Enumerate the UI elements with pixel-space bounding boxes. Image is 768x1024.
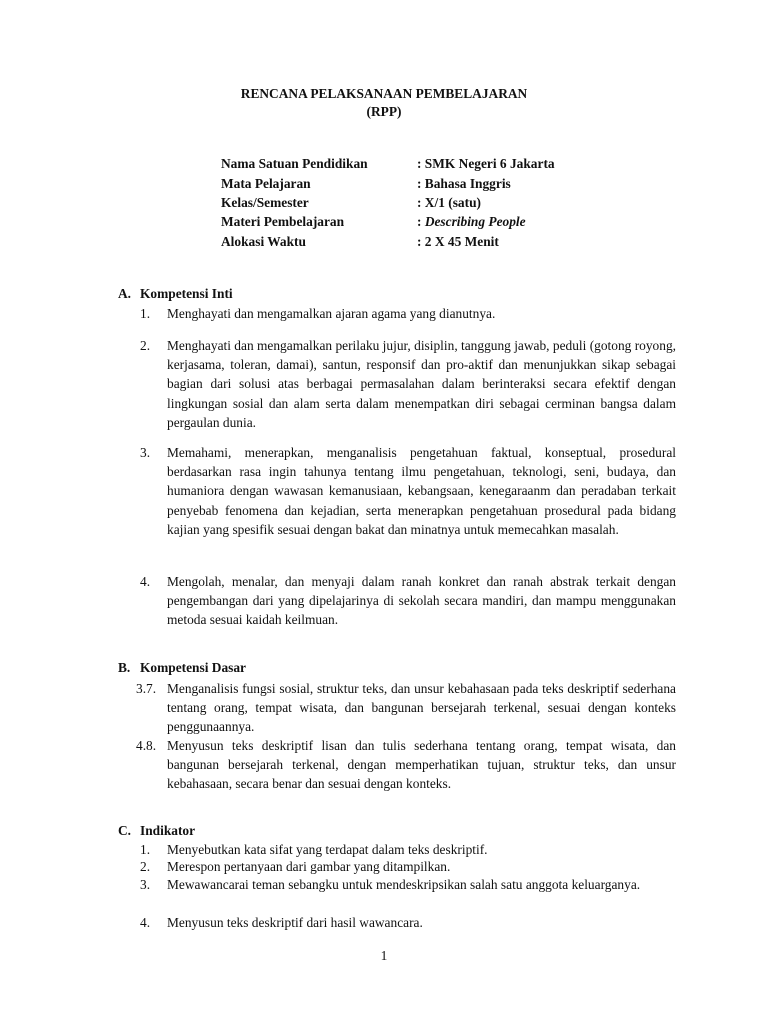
- list-item: [140, 913, 676, 932]
- section-heading-indikator: [118, 823, 195, 839]
- list-item: [140, 304, 676, 323]
- identity-label: Kelas/Semester: [221, 195, 309, 210]
- identity-label: Materi Pembelajaran: [221, 214, 345, 229]
- list-item-number: 1.: [140, 842, 151, 857]
- section-title: Kompetensi Dasar: [140, 660, 247, 675]
- list-item-text: Mewawancarai teman sebangku untuk mendeskripsikan salah satu anggota keluarganya.: [167, 877, 641, 892]
- section-heading-kompetensi-inti: [118, 286, 233, 302]
- identity-value: [417, 214, 526, 230]
- list-item-number: 4.: [140, 574, 151, 589]
- list-item: [140, 336, 676, 432]
- list-item: [140, 572, 676, 630]
- identity-label: Nama Satuan Pendidikan: [221, 156, 368, 171]
- identity-value: : X/1 (satu): [417, 195, 481, 210]
- list-item-number: 1.: [140, 306, 151, 321]
- section-title: Indikator: [140, 823, 196, 838]
- page-number: 1: [380, 948, 388, 963]
- list-item-number: 2.: [140, 338, 151, 353]
- identity-label: Alokasi Waktu: [221, 234, 306, 249]
- list-item-text: Merespon pertanyaan dari gambar yang ditampilkan.: [167, 859, 451, 874]
- section-letter: A.: [118, 286, 132, 301]
- list-item-text: Menyusun teks deskriptif lisan dan tulis sederhana tentang orang, tempat wisata, dan bangunan bersejarah terkenal, dengan memperhatikan tujuan, struktur teks, dan unsur kebahasaan, secara benar dan sesuai dengan konteks.: [167, 738, 676, 792]
- identity-value: : Bahasa Inggris: [417, 176, 511, 191]
- list-item: [136, 736, 676, 794]
- list-item-number: 3.: [140, 877, 151, 892]
- list-item: [140, 857, 676, 876]
- section-letter: B.: [118, 660, 131, 675]
- section-title: Kompetensi Inti: [140, 286, 233, 301]
- list-item-number: 3.7.: [136, 681, 157, 696]
- section-heading-kompetensi-dasar: [118, 660, 246, 676]
- list-item: [140, 443, 676, 539]
- list-item-text: Menghayati dan mengamalkan perilaku jujur, disiplin, tanggung jawab, peduli (gotong royong, kerjasama, toleran, damai), santun, responsif dan pro-aktif dan menunjukkan sikap sebagai bagian dari solusi atas berbagai permasalahan dalam berinteraksi secara efektif dengan lingkungan sosial dan alam serta dalam menempatkan diri sebagai cerminan bangsa dalam pergaulan dunia.: [167, 338, 676, 430]
- identity-value-italic: Describing People: [424, 214, 526, 229]
- list-item-text: Memahami, menerapkan, menganalisis pengetahuan faktual, konseptual, prosedural berdasarkan rasa ingin tahunya tentang ilmu pengetahuan, teknologi, seni, budaya, dan humaniora dengan wawasan kemanusiaan, kebangsaan, kenegaraanm dan peradaban terkait penyebab fenomena dan kejadian, serta menerapkan pengetahuan prosedural pada bidang kajian yang spesifik sesuai dengan bakat dan minatnya untuk memecahkan masalah.: [167, 445, 676, 537]
- list-item-text: Mengolah, menalar, dan menyaji dalam ranah konkret dan ranah abstrak terkait dengan pengembangan dari yang dipelajarinya di sekolah secara mandiri, dan mampu menggunakan metoda sesuai kaidah keilmuan.: [167, 574, 676, 628]
- list-item: [140, 875, 676, 894]
- identity-value: : SMK Negeri 6 Jakarta: [417, 156, 555, 171]
- list-item-number: 3.: [140, 445, 151, 460]
- document-subtitle: (RPP): [366, 104, 402, 119]
- identity-label: Mata Pelajaran: [221, 176, 311, 191]
- document-title: RENCANA PELAKSANAAN PEMBELAJARAN: [240, 86, 528, 101]
- list-item: [136, 679, 676, 737]
- list-item-text: Menyebutkan kata sifat yang terdapat dalam teks deskriptif.: [167, 842, 488, 857]
- identity-value: : 2 X 45 Menit: [417, 234, 499, 249]
- list-item-text: Menghayati dan mengamalkan ajaran agama yang dianutnya.: [167, 306, 496, 321]
- section-letter: C.: [118, 823, 132, 838]
- list-item-number: 4.8.: [136, 738, 157, 753]
- identity-value-prefix: :: [417, 214, 425, 229]
- list-item-text: Menganalisis fungsi sosial, struktur teks, dan unsur kebahasaan pada teks deskriptif sederhana tentang orang, tempat wisata, dan bangunan bersejarah terkenal, sesuai dengan konteks penggunaannya.: [167, 681, 676, 735]
- list-item-text: Menyusun teks deskriptif dari hasil wawancara.: [167, 915, 423, 930]
- list-item-number: 4.: [140, 915, 151, 930]
- list-item-number: 2.: [140, 859, 151, 874]
